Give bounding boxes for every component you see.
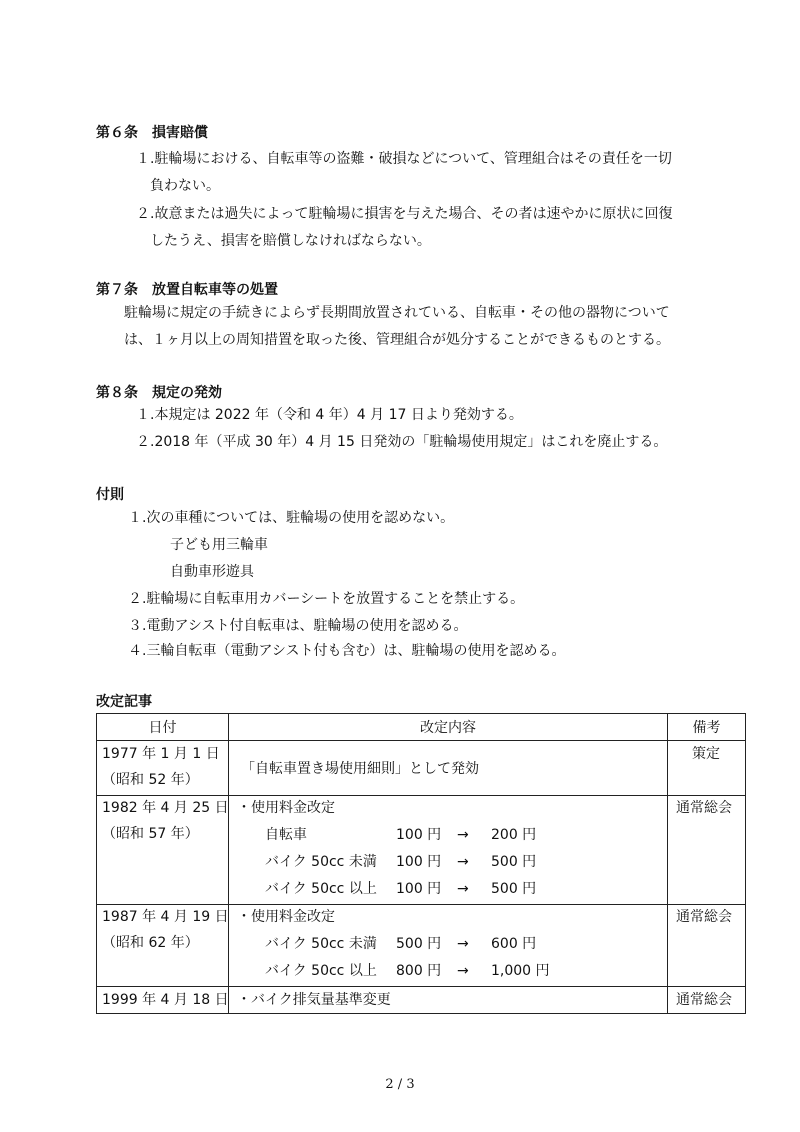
fee-type: 自転車 bbox=[265, 827, 307, 843]
note-cell bbox=[668, 905, 746, 987]
article-8-heading: 第８条 規定の発効 bbox=[96, 385, 222, 401]
fee-type: バイク 50cc 以上 bbox=[265, 963, 377, 979]
supplementary-sub-item-2: 自動車形遊具 bbox=[170, 564, 254, 580]
fee-from: 100 円 bbox=[396, 854, 442, 870]
fee-arrow: → bbox=[457, 881, 469, 897]
content-cell bbox=[229, 987, 668, 1014]
fee-from: 800 円 bbox=[396, 963, 442, 979]
fee-arrow: → bbox=[457, 827, 469, 843]
fee-type: バイク 50cc 以上 bbox=[265, 881, 377, 897]
note-cell bbox=[668, 741, 746, 796]
fee-arrow: → bbox=[457, 936, 469, 952]
fee-from: 500 円 bbox=[396, 936, 442, 952]
fee-to: 500 円 bbox=[491, 854, 537, 870]
note-cell bbox=[668, 987, 746, 1014]
revision-note: 策定 bbox=[692, 746, 720, 762]
fee-arrow: → bbox=[457, 854, 469, 870]
article-6-item-2-line-1: ２.故意または過失によって駐輪場に損害を与えた場合、その者は速やかに原状に回復 bbox=[136, 206, 673, 222]
revision-note: 通常総会 bbox=[676, 992, 732, 1008]
fee-arrow: → bbox=[457, 963, 469, 979]
column-header-date: 日付 bbox=[97, 714, 229, 741]
supplementary-sub-item-1: 子ども用三輪車 bbox=[170, 537, 268, 553]
article-6-item-2-line-2: したうえ、損害を賠償しなければならない。 bbox=[150, 233, 431, 249]
column-header-content: 改定内容 bbox=[229, 714, 668, 741]
article-7-line-2: は、１ヶ月以上の周知措置を取った後、管理組合が処分することができるものとする。 bbox=[124, 332, 670, 348]
article-7-heading: 第７条 放置自転車等の処置 bbox=[96, 282, 278, 298]
fee-from: 100 円 bbox=[396, 827, 442, 843]
table-row bbox=[97, 796, 746, 905]
revision-note: 通常総会 bbox=[676, 909, 732, 925]
column-header-note: 備考 bbox=[668, 714, 746, 741]
table-header-row bbox=[97, 714, 746, 741]
fee-to: 200 円 bbox=[491, 827, 537, 843]
date-cell bbox=[97, 905, 229, 987]
table-row bbox=[97, 905, 746, 987]
revision-date: 1977 年 1 月 1 日 bbox=[102, 746, 220, 762]
content-cell bbox=[229, 905, 668, 987]
article-6-item-1-line-2: 負わない。 bbox=[150, 178, 220, 194]
table-row bbox=[97, 987, 746, 1014]
revision-table bbox=[96, 713, 746, 1014]
fee-to: 1,000 円 bbox=[491, 963, 550, 979]
revision-content: 「自転車置き場使用細則」として発効 bbox=[241, 761, 479, 777]
date-cell bbox=[97, 796, 229, 905]
supplementary-item-2: ２.駐輪場に自転車用カバーシートを放置することを禁止する。 bbox=[128, 591, 525, 607]
date-cell bbox=[97, 741, 229, 796]
note-cell bbox=[668, 796, 746, 905]
fee-from: 100 円 bbox=[396, 881, 442, 897]
supplementary-item-4: ４.三輪自転車（電動アシスト付も含む）は、駐輪場の使用を認める。 bbox=[128, 643, 566, 659]
supplementary-item-3: ３.電動アシスト付自転車は、駐輪場の使用を認める。 bbox=[128, 618, 468, 634]
fee-to: 500 円 bbox=[491, 881, 537, 897]
revision-item: ・使用料金改定 bbox=[237, 800, 335, 816]
fee-type: バイク 50cc 未満 bbox=[265, 854, 377, 870]
fee-to: 600 円 bbox=[491, 936, 537, 952]
supplementary-item-1: １.次の車種については、駐輪場の使用を認めない。 bbox=[128, 510, 455, 526]
supplementary-heading: 付則 bbox=[96, 487, 124, 503]
revision-item: ・バイク排気量基準変更 bbox=[237, 992, 391, 1008]
revision-note: 通常総会 bbox=[676, 800, 732, 816]
revision-date: 1987 年 4 月 19 日 bbox=[102, 909, 229, 925]
revision-era: （昭和 62 年） bbox=[102, 935, 199, 951]
revision-era: （昭和 57 年） bbox=[102, 826, 199, 842]
article-7-line-1: 駐輪場に規定の手続きによらず長期間放置されている、自転車・その他の器物について bbox=[124, 305, 670, 321]
fee-type: バイク 50cc 未満 bbox=[265, 936, 377, 952]
page-number: 2 / 3 bbox=[385, 1077, 415, 1092]
revision-date: 1999 年 4 月 18 日 bbox=[102, 992, 229, 1008]
revision-date: 1982 年 4 月 25 日 bbox=[102, 800, 229, 816]
revision-era: （昭和 52 年） bbox=[102, 772, 199, 788]
article-6-item-1-line-1: １.駐輪場における、自転車等の盗難・破損などについて、管理組合はその責任を一切 bbox=[136, 151, 672, 167]
revision-item: ・使用料金改定 bbox=[237, 909, 335, 925]
article-8-item-2: ２.2018 年（平成 30 年）4 月 15 日発効の「駐輪場使用規定」はこれを廃止する。 bbox=[136, 434, 668, 450]
article-6-heading: 第６条 損害賠償 bbox=[96, 125, 208, 141]
content-cell bbox=[229, 796, 668, 905]
revision-heading: 改定記事 bbox=[96, 694, 152, 710]
table-row bbox=[97, 741, 746, 796]
content-cell bbox=[229, 741, 668, 796]
date-cell bbox=[97, 987, 229, 1014]
article-8-item-1: １.本規定は 2022 年（令和 4 年）4 月 17 日より発効する。 bbox=[136, 407, 523, 423]
